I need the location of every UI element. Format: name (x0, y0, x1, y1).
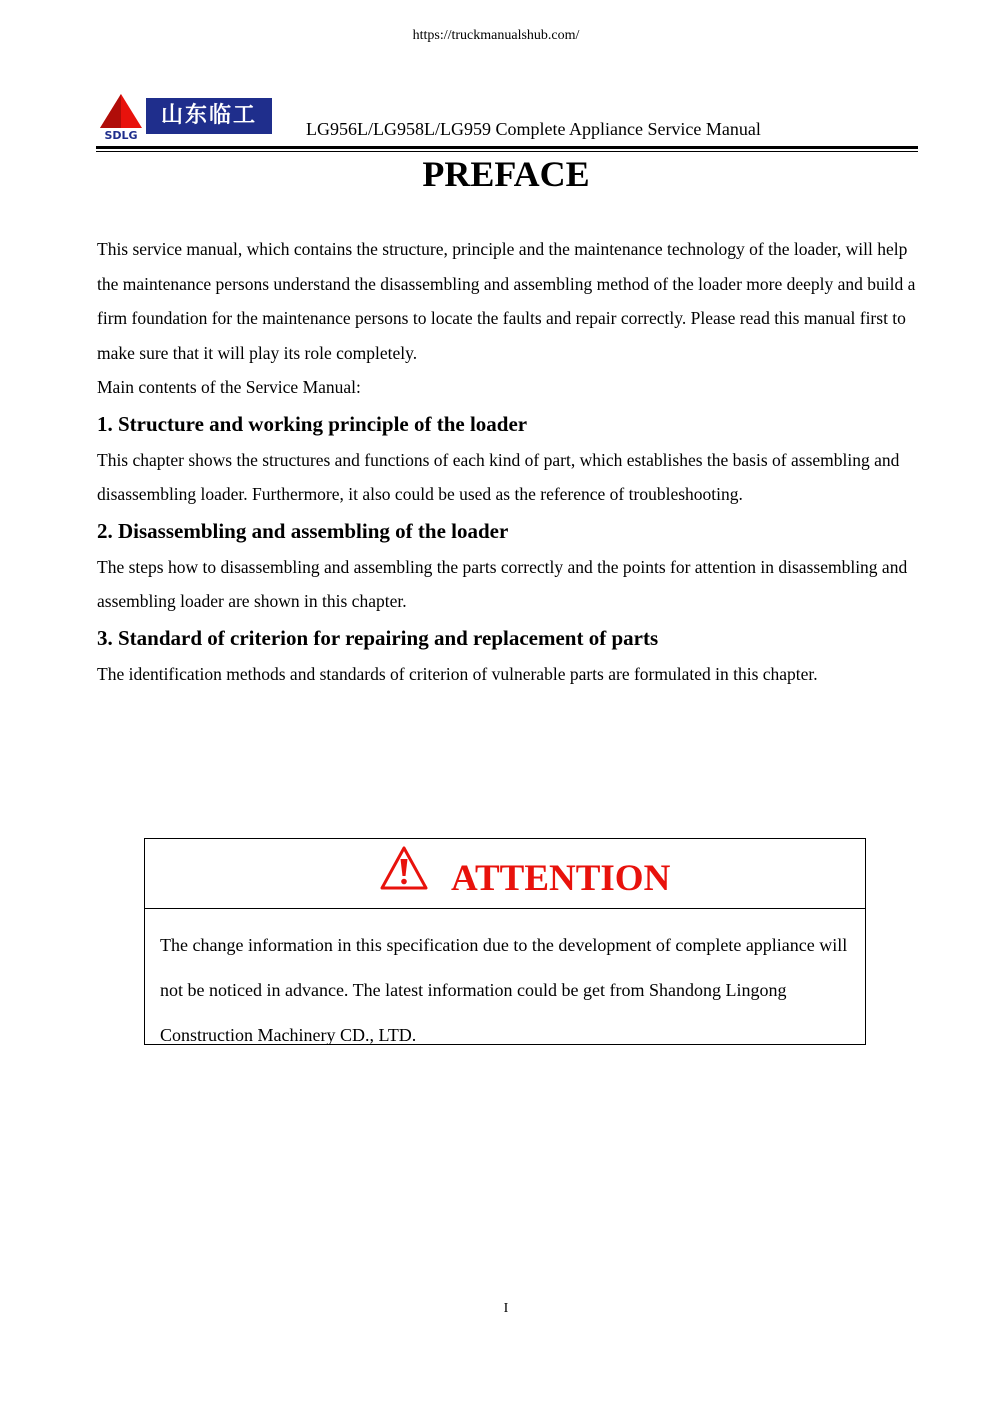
section-text: This chapter shows the structures and functions of each kind of part, which establishes the basis of assembling and disassembling loader. Furthermore, it also could be used as the reference of troubleshooting. (97, 449, 900, 504)
section-text: The steps how to disassembling and assembling the parts correctly and the points for attention in disassembling and assembling loader are shown in this chapter. (97, 556, 908, 611)
attention-box (144, 838, 866, 1045)
sdlg-triangle-icon (96, 92, 146, 140)
attention-title: ATTENTION (451, 858, 671, 899)
intro-paragraph: This service manual, which contains the structure, principle and the maintenance technology of the loader, will help the maintenance persons understand the disassembling and assembling method of the loader more deeply and build a firm foundation for the maintenance persons to locate the faults and repair correctly. Please read this manual first to make sure that it will play its role completely. (97, 239, 916, 363)
sdlg-logo (96, 92, 272, 140)
section-heading: 2. Disassembling and assembling of the loader (97, 518, 509, 543)
logo-letters: SDLG (104, 129, 138, 140)
header-rule-thick (96, 146, 918, 149)
page-title: PREFACE (422, 154, 590, 194)
contents-label: Main contents of the Service Manual: (97, 377, 361, 397)
attention-header (145, 839, 865, 909)
warning-triangle-icon (379, 845, 429, 891)
preface-content (97, 232, 919, 691)
section-heading: 1. Structure and working principle of the loader (97, 411, 528, 436)
page-number: I (503, 1301, 509, 1316)
section-heading: 3. Standard of criterion for repairing and replacement of parts (97, 625, 659, 650)
logo-chinese-text: 山东临工 (146, 98, 272, 134)
manual-title: LG956L/LG958L/LG959 Complete Appliance Service Manual (306, 119, 761, 139)
page-header (96, 92, 918, 152)
section-text: The identification methods and standards of criterion of vulnerable parts are formulated in this chapter. (97, 663, 818, 684)
attention-text: The change information in this specification due to the development of complete appliance will not be noticed in advance. The latest information could be get from Shandong Lingong Construction Machinery CD., LTD. (160, 935, 848, 1045)
source-url[interactable]: https://truckmanualshub.com/ (412, 28, 580, 43)
